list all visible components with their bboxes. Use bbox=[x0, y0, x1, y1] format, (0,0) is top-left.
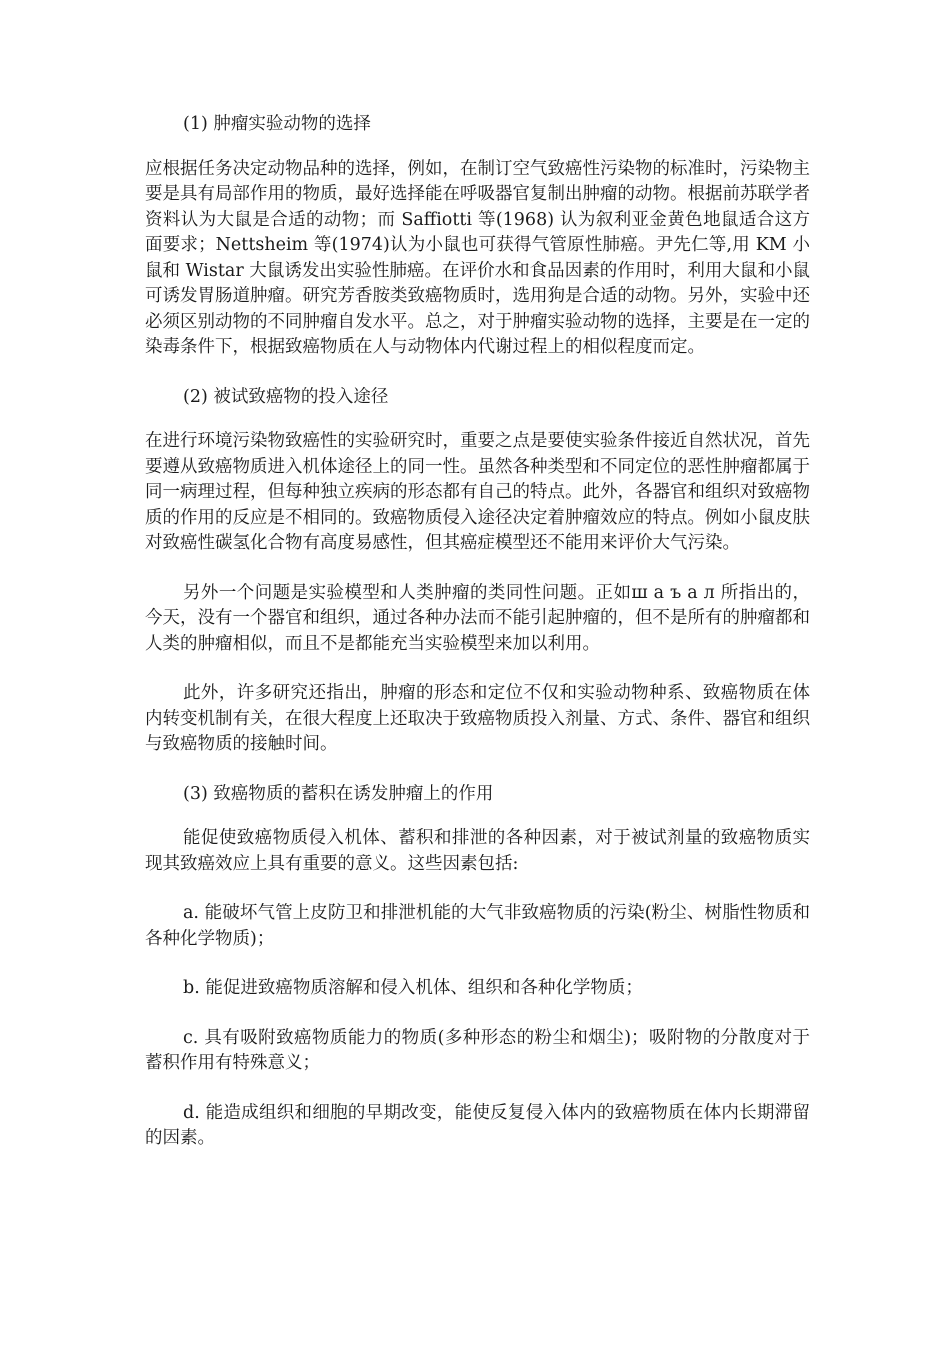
paragraph-animal-selection: 应根据任务决定动物品种的选择，例如，在制订空气致癌性污染物的标准时，污染物主要是具有局部作用的物质，最好选择能在呼吸器官复制出肿瘤的动物。根据前苏联学者资料认为大鼠是合适的动物；而 Saffiotti 等(1968) 认为叙利亚金黄色地鼠适合这方面要求；Nettsheim 等(1974)认为小鼠也可获得气管原性肺癌。尹先仁等,用 KM 小鼠和 Wistar 大鼠诱发出实验性肺癌。在评价水和食品因素的作用时，利用大鼠和小鼠可诱发胃肠道肿瘤。研究芳香胺类致癌物质时，选用狗是合适的动物。另外，实验中还必须区别动物的不同肿瘤自发水平。总之，对于肿瘤实验动物的选择，主要是在一定的染毒条件下，根据致癌物质在人与动物体内代谢过程上的相似程度而定。 bbox=[145, 158, 810, 357]
section-heading-1: (1) 肿瘤实验动物的选择 bbox=[183, 114, 371, 134]
section-heading-3: (3) 致癌物质的蓄积在诱发肿瘤上的作用 bbox=[183, 783, 494, 804]
paragraph-tumor-morphology: 此外，许多研究还指出，肿瘤的形态和定位不仅和实验动物种系、致癌物质在体内转变机制有关，在很大程度上还取决于致癌物质投入剂量、方式、条件、器官和组织与致癌物质的接触时间。 bbox=[145, 683, 810, 754]
section-heading-2: (2) 被试致癌物的投入途径 bbox=[183, 386, 389, 407]
list-item-b: b. 能促进致癌物质溶解和侵入机体、组织和各种化学物质； bbox=[183, 978, 643, 998]
list-item-c: c. 具有吸附致癌物质能力的物质(多种形态的粉尘和烟尘)；吸附物的分散度对于蓄积作用有特殊意义； bbox=[145, 1027, 810, 1073]
paragraph-model-similarity: 另外一个问题是实验模型和人类肿瘤的类同性问题。正如ш а ъ а л 所指出的，今天，没有一个器官和组织，通过各种办法而不能引起肿瘤的，但不是所有的肿瘤都和人类的肿瘤相似，而且不是都能充当实验模型来加以利用。 bbox=[145, 582, 810, 654]
paragraph-accumulation-factors: 能促使致癌物质侵入机体、蓄积和排泄的各种因素，对于被试剂量的致癌物质实现其致癌效应上具有重要的意义。这些因素包括: bbox=[145, 828, 810, 874]
list-item-a: a. 能破坏气管上皮防卫和排泄机能的大气非致癌物质的污染(粉尘、树脂性物质和各种化学物质)； bbox=[145, 903, 810, 949]
list-item-d: d. 能造成组织和细胞的早期改变，能使反复侵入体内的致癌物质在体内长期滞留的因素。 bbox=[145, 1102, 810, 1148]
document-page bbox=[145, 112, 810, 1176]
paragraph-exposure-route: 在进行环境污染物致癌性的实验研究时，重要之点是要使实验条件接近自然状况，首先要遵从致癌物质进入机体途径上的同一性。虽然各种类型和不同定位的恶性肿瘤都属于同一病理过程，但每种独立疾病的形态都有自己的特点。此外，各器官和组织对致癌物质的作用的反应是不相同的。致癌物质侵入途径决定着肿瘤效应的特点。例如小鼠皮肤对致癌性碳氢化合物有高度易感性，但其癌症模型还不能用来评价大气污染。 bbox=[145, 431, 810, 553]
